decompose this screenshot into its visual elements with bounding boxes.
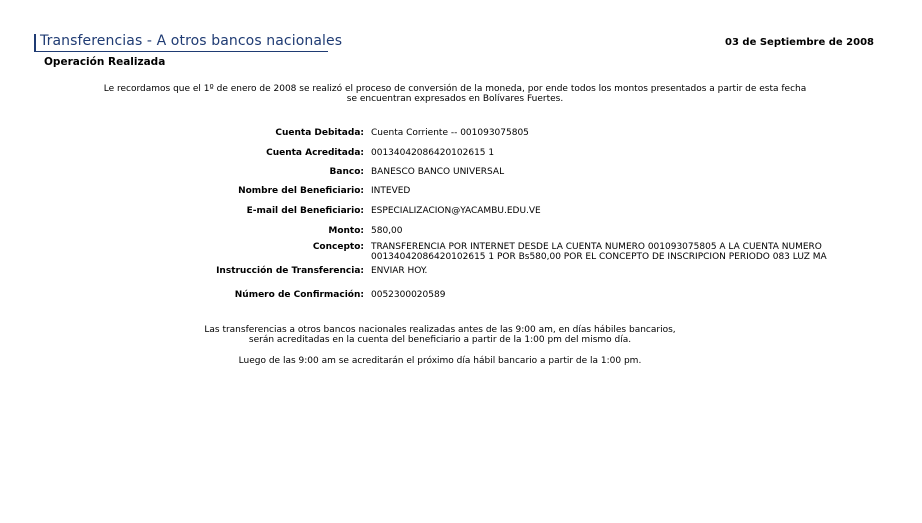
header-accent-bar xyxy=(34,34,36,51)
detail-row-cuenta-debitada xyxy=(0,128,922,142)
footer-notice-after-9 xyxy=(160,356,720,366)
concepto-line-1: TRANSFERENCIA POR INTERNET DESDE LA CUENTA NUMERO 001093075805 A LA CUENTA NUMERO xyxy=(371,242,822,252)
currency-conversion-notice xyxy=(60,84,850,104)
footer-line-2: serán acreditadas en la cuenta del beneficiario a partir de la 1:00 pm del mismo día. xyxy=(248,335,632,345)
detail-row-banco xyxy=(0,167,922,181)
cuenta-acreditada-value: 00134042086420102615 1 xyxy=(371,148,495,158)
detail-row-confirmacion xyxy=(0,290,922,304)
notice-line-2: se encuentran expresados en Bolívares Fuertes. xyxy=(346,94,564,104)
footer-line-1: Las transferencias a otros bancos nacionales realizadas antes de las 9:00 am, en días hábiles bancarios, xyxy=(204,325,676,335)
cuenta-debitada-value: Cuenta Corriente -- 001093075805 xyxy=(371,128,529,138)
current-date: 03 de Septiembre de 2008 xyxy=(725,37,874,48)
email-value: ESPECIALIZACION@YACAMBU.EDU.VE xyxy=(371,206,541,216)
detail-row-instruccion xyxy=(0,266,922,280)
detail-row-concepto xyxy=(0,242,922,264)
instruccion-label: Instrucción de Transferencia: xyxy=(216,266,364,276)
footer-line-3: Luego de las 9:00 am se acreditarán el próximo día hábil bancario a partir de la 1:00 pm. xyxy=(238,356,642,366)
detail-row-email xyxy=(0,206,922,220)
detail-row-monto xyxy=(0,226,922,240)
confirmacion-label: Número de Confirmación: xyxy=(234,290,364,300)
monto-value: 580,00 xyxy=(371,226,403,236)
notice-line-1: Le recordamos que el 1º de enero de 2008 se realizó el proceso de conversión de la moneda, por ende todos los montos presentados a partir de esta fecha xyxy=(103,84,807,94)
concepto-value xyxy=(371,242,827,262)
concepto-line-2: 00134042086420102615 1 POR Bs580,00 POR EL CONCEPTO DE INSCRIPCION PERIODO 083 LUZ MA xyxy=(371,252,827,262)
detail-row-cuenta-acreditada xyxy=(0,148,922,162)
detail-row-beneficiario xyxy=(0,186,922,200)
monto-label: Monto: xyxy=(328,226,364,236)
concepto-label: Concepto: xyxy=(312,242,364,252)
page-header xyxy=(34,33,343,52)
page-title: Transferencias - A otros bancos nacionales xyxy=(40,33,343,49)
email-label: E-mail del Beneficiario: xyxy=(246,206,364,216)
operation-status-heading: Operación Realizada xyxy=(44,56,166,68)
beneficiario-value: INTEVED xyxy=(371,186,411,196)
cuenta-debitada-label: Cuenta Debitada: xyxy=(275,128,364,138)
banco-value: BANESCO BANCO UNIVERSAL xyxy=(371,167,505,177)
cuenta-acreditada-label: Cuenta Acreditada: xyxy=(266,148,364,158)
instruccion-value: ENVIAR HOY. xyxy=(371,266,428,276)
confirmacion-value: 0052300020589 xyxy=(371,290,446,300)
beneficiario-label: Nombre del Beneficiario: xyxy=(238,186,364,196)
banco-label: Banco: xyxy=(329,167,364,177)
footer-notice xyxy=(160,325,720,345)
